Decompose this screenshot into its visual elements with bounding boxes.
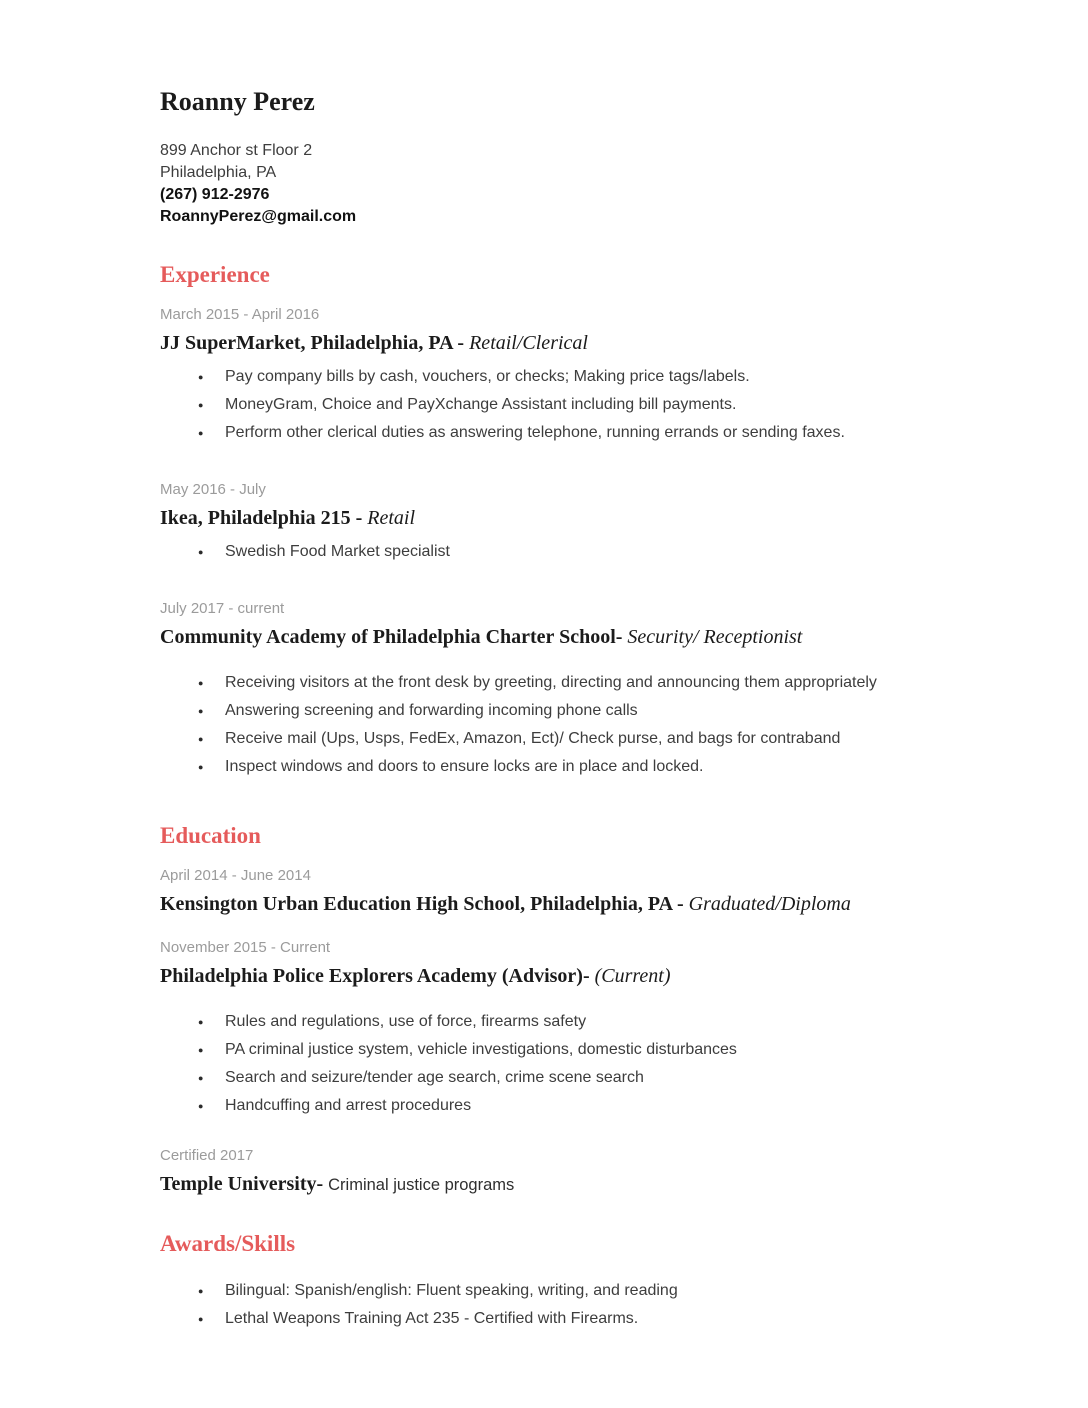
bullet-icon: ● xyxy=(198,428,204,438)
entry-date: April 2014 - June 2014 xyxy=(160,867,311,884)
bullet-text: PA criminal justice system, vehicle investigations, domestic disturbances xyxy=(225,1041,737,1058)
bullet-icon: ● xyxy=(198,1286,204,1296)
entry-date: November 2015 - Current xyxy=(160,939,331,956)
bullet-text: Bilingual: Spanish/english: Fluent speaking, writing, and reading xyxy=(225,1282,678,1299)
entry-title-status: (Current) xyxy=(594,965,671,987)
list-item xyxy=(198,1277,903,1305)
bullet-text: Swedish Food Market specialist xyxy=(225,543,450,560)
entry-title xyxy=(160,891,948,918)
list-item xyxy=(198,391,903,419)
bullet-icon: ● xyxy=(198,1314,204,1324)
bullet-icon: ● xyxy=(198,1101,204,1111)
bullet-text: Inspect windows and doors to ensure locks are in place and locked. xyxy=(225,758,704,775)
bullet-text: Handcuffing and arrest procedures xyxy=(225,1097,472,1114)
bullet-icon: ● xyxy=(198,1045,204,1055)
email-address: RoannyPerez@gmail.com xyxy=(160,208,357,225)
bullet-text: Answering screening and forwarding incoming phone calls xyxy=(225,702,638,719)
section-title-experience: Experience xyxy=(160,262,270,287)
list-item xyxy=(198,419,903,447)
bullet-icon: ● xyxy=(198,762,204,772)
bullet-text: Receive mail (Ups, Usps, FedEx, Amazon, Ect)/ Check purse, and bags for contraband xyxy=(225,730,841,747)
list-item xyxy=(198,1036,903,1064)
bullet-text: Perform other clerical duties as answering telephone, running errands or sending faxes. xyxy=(225,424,845,441)
bullet-icon: ● xyxy=(198,1017,204,1027)
section-title-awards-skills: Awards/Skills xyxy=(160,1231,296,1256)
entry-title-text: Philadelphia Police Explorers Academy (Advisor)- xyxy=(160,965,595,987)
phone-number: (267) 912-2976 xyxy=(160,186,270,203)
entry-title-program: Criminal justice programs xyxy=(328,1176,515,1194)
bullet-list xyxy=(160,538,903,566)
entry-date: March 2015 - April 2016 xyxy=(160,306,320,323)
entry-title xyxy=(160,624,948,651)
bullet-list xyxy=(160,1277,903,1333)
bullet-icon: ● xyxy=(198,734,204,744)
entry-title xyxy=(160,505,948,532)
bullet-icon: ● xyxy=(198,372,204,382)
list-item xyxy=(198,1064,903,1092)
list-item xyxy=(198,538,903,566)
list-item xyxy=(198,363,903,391)
bullet-icon: ● xyxy=(198,678,204,688)
entry-title-text: Ikea, Philadelphia 215 - xyxy=(160,507,368,529)
list-item xyxy=(198,1305,903,1333)
bullet-text: Lethal Weapons Training Act 235 - Certified with Firearms. xyxy=(225,1310,639,1327)
bullet-icon: ● xyxy=(198,400,204,410)
list-item xyxy=(198,1092,903,1120)
bullet-text: MoneyGram, Choice and PayXchange Assistant including bill payments. xyxy=(225,396,737,413)
bullet-icon: ● xyxy=(198,547,204,557)
bullet-icon: ● xyxy=(198,1073,204,1083)
person-name: Roanny Perez xyxy=(160,87,315,116)
section-title-education: Education xyxy=(160,823,261,848)
bullet-icon: ● xyxy=(198,706,204,716)
entry-title-role: Retail/Clerical xyxy=(469,332,588,354)
bullet-list xyxy=(160,1008,903,1120)
bullet-text: Rules and regulations, use of force, firearms safety xyxy=(225,1013,587,1030)
entry-date: July 2017 - current xyxy=(160,600,285,617)
bullet-text: Pay company bills by cash, vouchers, or checks; Making price tags/labels. xyxy=(225,368,750,385)
entry-title-text: Community Academy of Philadelphia Charter School- xyxy=(160,626,628,648)
entry-title xyxy=(160,1171,948,1199)
entry-date: Certified 2017 xyxy=(160,1147,254,1164)
entry-title xyxy=(160,330,948,357)
list-item xyxy=(198,669,903,697)
bullet-list xyxy=(160,363,903,447)
list-item xyxy=(198,1008,903,1036)
contact-block xyxy=(160,140,948,228)
list-item xyxy=(198,697,903,725)
entry-date: May 2016 - July xyxy=(160,481,266,498)
bullet-list xyxy=(160,669,903,781)
entry-title xyxy=(160,963,948,990)
entry-title-text: Temple University- xyxy=(160,1173,329,1195)
entry-title-role: Retail xyxy=(367,507,416,529)
entry-title-text: JJ SuperMarket, Philadelphia, PA - xyxy=(160,332,470,354)
entry-title-degree: Graduated/Diploma xyxy=(688,893,851,915)
address-line-2: Philadelphia, PA xyxy=(160,164,277,181)
list-item xyxy=(198,753,903,781)
entry-title-role: Security/ Receptionist xyxy=(627,626,803,648)
bullet-text: Search and seizure/tender age search, crime scene search xyxy=(225,1069,644,1086)
address-line-1: 899 Anchor st Floor 2 xyxy=(160,142,313,159)
list-item xyxy=(198,725,903,753)
entry-title-text: Kensington Urban Education High School, Philadelphia, PA - xyxy=(160,893,689,915)
bullet-text: Receiving visitors at the front desk by greeting, directing and announcing them appropriately xyxy=(225,674,877,691)
